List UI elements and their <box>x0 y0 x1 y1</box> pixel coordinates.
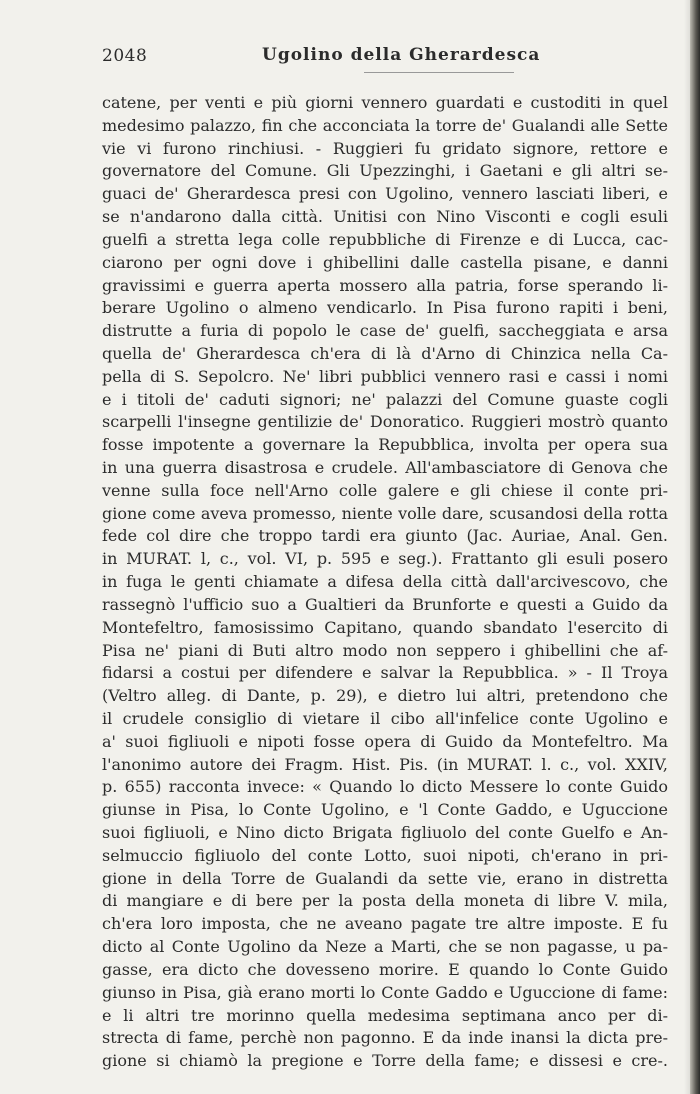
text-line: (Veltro alleg. di Dante, p. 29), e dietro lui altri, pretendono che <box>102 686 668 706</box>
text-line: strecta di fame, perchè non pagonno. E da inde inansi la dicta pre- <box>102 1028 668 1048</box>
running-title: Ugolino della Gherardesca <box>262 45 541 65</box>
text-line: gasse, era dicto che dovesseno morire. E quando lo Conte Guido <box>102 959 668 979</box>
text-line: se n'andarono dalla città. Unitisi con Nino Visconti e cogli esuli <box>102 207 668 227</box>
text-line: giunse in Pisa, lo Conte Ugolino, e 'l Conte Gaddo, e Uguccione <box>102 800 668 820</box>
text-line: in MURAT. l, c., vol. VI, p. 595 e seg.). Frattanto gli esuli posero <box>102 549 668 569</box>
header-rule <box>364 72 514 73</box>
text-line: governatore del Comune. Gli Upezzinghi, i Gaetani e gli altri se- <box>102 161 668 181</box>
text-line: medesimo palazzo, fin che acconciata la torre de' Gualandi alle Sette <box>102 115 668 135</box>
book-spine-edge <box>690 0 700 1094</box>
text-line: l'anonimo autore dei Fragm. Hist. Pis. (in MURAT. l. c., vol. XXIV, <box>102 754 668 774</box>
text-line: in una guerra disastrosa e crudele. All'ambasciatore di Genova che <box>102 458 668 477</box>
page-number: 2048 <box>102 46 148 66</box>
text-line: scarpelli l'insegne gentilizie de' Donoratico. Ruggieri mostrò quanto <box>102 412 668 432</box>
text-line: il crudele consiglio di vietare il cibo all'infelice conte Ugolino e <box>102 708 668 728</box>
text-line: Montefeltro, famosissimo Capitano, quando sbandato l'esercito di <box>102 617 668 637</box>
text-line: venne sulla foce nell'Arno colle galere e gli chiese il conte pri- <box>102 480 668 500</box>
text-line: di mangiare e di bere per la posta della moneta di libre V. mila, <box>102 891 668 911</box>
text-line: vie vi furono rinchiusi. - Ruggieri fu gridato signore, rettore e <box>102 138 668 158</box>
text-line: pella di S. Sepolcro. Ne' libri pubblici vennero rasi e cassi i nomi <box>102 366 668 386</box>
text-line: gravissimi e guerra aperta mossero alla patria, forse sperando li- <box>102 275 668 295</box>
text-line: gione come aveva promesso, niente volle dare, scusandosi della rotta <box>102 503 668 523</box>
text-line: quella de' Gherardesca ch'era di là d'Arno di Chinzica nella Ca- <box>102 343 668 363</box>
text-line: guaci de' Gherardesca presi con Ugolino, vennero lasciati liberi, e <box>102 184 668 204</box>
text-line: gione si chiamò la pregione e Torre della fame; e dissesi e cre-. <box>102 1051 668 1071</box>
text-line: in fuga le genti chiamate a difesa della città dall'arcivescovo, che <box>102 572 668 592</box>
text-line: berare Ugolino o almeno vendicarlo. In Pisa furono rapiti i beni, <box>102 298 668 318</box>
text-line: Pisa ne' piani di Buti altro modo non seppero i ghibellini che af- <box>102 640 668 660</box>
text-line: e li altri tre morinno quella medesima septimana anco per di- <box>102 1005 668 1025</box>
text-line: catene, per venti e più giorni vennero guardati e custoditi in quel <box>102 93 668 112</box>
text-line: rassegnò l'ufficio suo a Gualtieri da Brunforte e questi a Guido da <box>102 594 668 614</box>
text-line: suoi figliuoli, e Nino dicto Brigata figliuolo del conte Guelfo e An- <box>102 823 668 842</box>
text-line: selmuccio figliuolo del conte Lotto, suoi nipoti, ch'erano in pri- <box>102 845 668 865</box>
text-line: distrutte a furia di popolo le case de' guelfi, saccheggiata e arsa <box>102 321 668 341</box>
text-line: p. 655) racconta invece: « Quando lo dicto Messere lo conte Guido <box>102 777 668 797</box>
text-line: ciarono per ogni dove i ghibellini dalle castella pisane, e danni <box>102 252 668 272</box>
text-line: guelfi a stretta lega colle repubbliche di Firenze e di Lucca, cac- <box>102 229 668 249</box>
body-text <box>102 92 668 1073</box>
page-header <box>102 46 668 72</box>
text-line: fosse impotente a governare la Repubblica, involta per opera sua <box>102 435 668 455</box>
text-line: giunso in Pisa, già erano morti lo Conte Gaddo e Uguccione di fame: <box>102 982 668 1002</box>
text-line: fede col dire che troppo tardi era giunto (Jac. Auriae, Anal. Gen. <box>102 526 668 546</box>
text-line: fidarsi a costui per difendere e salvar la Repubblica. » - Il Troya <box>102 663 668 683</box>
text-line: e i titoli de' caduti signori; ne' palazzi del Comune guaste cogli <box>102 389 668 409</box>
text-line: gione in della Torre de Gualandi da sette vie, erano in distretta <box>102 868 668 888</box>
text-line: ch'era loro imposta, che ne aveano pagate tre altre imposte. E fu <box>102 914 668 934</box>
text-line: dicto al Conte Ugolino da Neze a Marti, che se non pagasse, u pa- <box>102 937 668 957</box>
text-line: a' suoi figliuoli e nipoti fosse opera di Guido da Montefeltro. Ma <box>102 731 668 751</box>
